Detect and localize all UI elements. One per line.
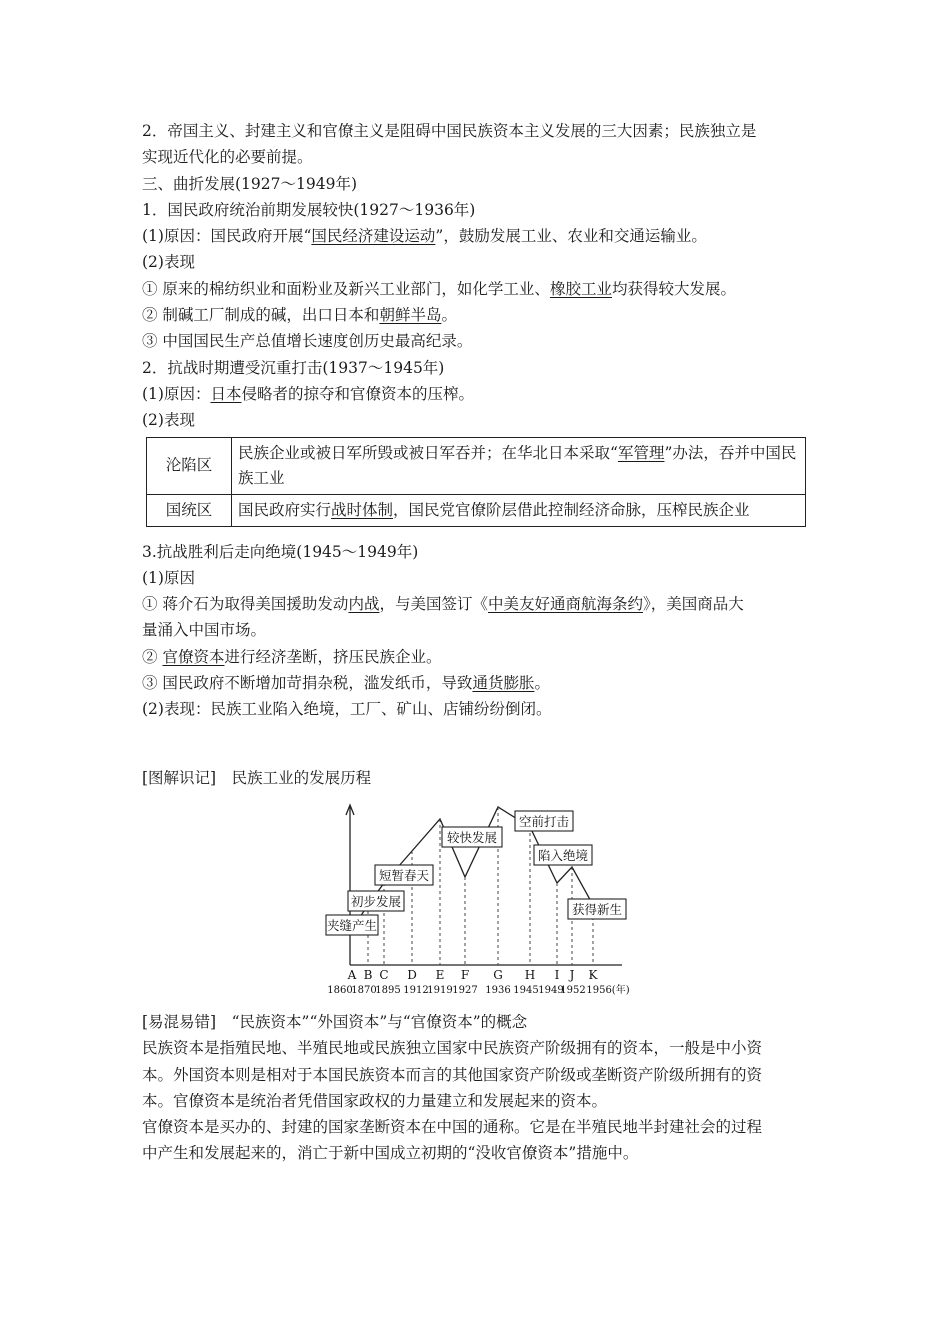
axis-letter: J <box>569 967 575 982</box>
sub3-item3: ③ 国民政府不断增加苛捐杂税，滥发纸币，导致通货膨胀。 <box>142 674 550 693</box>
axis-year: 1952 <box>560 984 586 995</box>
table-cell-kmt: 国民政府实行战时体制，国民党官僚阶层借此控制经济命脉，压榨民族企业 <box>232 494 806 526</box>
axis-year: 1956(年) <box>586 984 630 995</box>
axis-letter: H <box>524 967 536 982</box>
axis-year: 1936 <box>485 984 511 995</box>
axis-letter: C <box>379 967 389 982</box>
sub2-title: 2．抗战时期遭受沉重打击(1937～1945年) <box>142 358 445 377</box>
axis-letter: B <box>363 967 373 982</box>
stage-label: 夹缝产生 <box>326 917 378 933</box>
axis-letter: I <box>554 967 560 982</box>
axis-year: 1949 <box>538 984 564 995</box>
sub1-item2: ② 制碱工厂制成的碱，出口日本和朝鲜半岛。 <box>142 306 457 325</box>
sub1-title: 1．国民政府统治前期发展较快(1927～1936年) <box>142 200 476 219</box>
table-cell-occupied: 民族企业或被日军所毁或被日军吞并；在华北日本采取“军管理”办法，吞并中国民族工业 <box>232 437 806 494</box>
sub1-perf-title: (2)表现 <box>142 253 195 272</box>
axis-year: 1927 <box>452 984 478 995</box>
development-diagram <box>142 795 810 995</box>
confusion-p1-l1: 民族资本是指殖民地、半殖民地或民族独立国家中民族资产阶级拥有的资本，一般是中小资 <box>142 1039 763 1058</box>
axis-letter: A <box>347 967 357 982</box>
sub3-reason-title: (1)原因 <box>142 568 195 587</box>
confusion-p1-l3: 本。官僚资本是统治者凭借国家政权的力量建立和发展起来的资本。 <box>142 1091 608 1110</box>
axis-year: 1870 <box>351 984 377 995</box>
figure-caption: [图解识记] 民族工业的发展历程 <box>142 768 372 787</box>
axis-letter: E <box>435 967 445 982</box>
occupation-table <box>146 437 806 527</box>
axis-year: 1919 <box>427 984 453 995</box>
sub1-item3: ③ 中国国民生产总值增长速度创历史最高纪录。 <box>142 332 473 351</box>
stage-label: 初步发展 <box>350 893 402 909</box>
sub3-item1-line2: 量涌入中国市场。 <box>142 621 267 640</box>
document-page <box>142 118 810 1167</box>
stage-label: 获得新生 <box>571 901 623 917</box>
axis-letter: D <box>407 967 417 982</box>
sub3-perf: (2)表现：民族工业陷入绝境，工厂、矿山、店铺纷纷倒闭。 <box>142 700 552 719</box>
axis-year: 1912 <box>403 984 429 995</box>
confusion-p2-l2: 中产生和发展起来的，消亡于新中国成立初期的“没收官僚资本”措施中。 <box>142 1144 639 1163</box>
development-figure <box>142 795 810 995</box>
sub3-item1: ① 蒋介石为取得美国援助发动内战，与美国签订《中美友好通商航海条约》，美国商品大 <box>142 595 744 614</box>
table-row <box>147 494 806 526</box>
axis-year: 1895 <box>375 984 401 995</box>
sub2-reason: (1)原因：日本侵略者的掠夺和官僚资本的压榨。 <box>142 384 474 403</box>
sub3-item2: ② 官僚资本进行经济垄断，挤压民族企业。 <box>142 647 442 666</box>
point2-line1: 2．帝国主义、封建主义和官僚主义是阻碍中国民族资本主义发展的三大因素；民族独立是 <box>142 122 757 140</box>
axis-year: 1945 <box>513 984 539 995</box>
table-head-kmt: 国统区 <box>147 494 232 526</box>
confusion-p2-l1: 官僚资本是买办的、封建的国家垄断资本在中国的通称。它是在半殖民地半封建社会的过程 <box>142 1118 763 1137</box>
stage-label: 短暂春天 <box>378 867 430 883</box>
sub2-perf-title: (2)表现 <box>142 411 195 430</box>
point2-line2: 实现近代化的必要前提。 <box>142 148 313 167</box>
table-head-occupied: 沦陷区 <box>147 437 232 494</box>
axis-letter: F <box>460 967 470 982</box>
sub1-reason: (1)原因：国民政府开展“国民经济建设运动”，鼓励发展工业、农业和交通运输业。 <box>142 227 707 246</box>
sub3-title: 3.抗战胜利后走向绝境(1945～1949年) <box>142 542 419 561</box>
table-row <box>147 437 806 494</box>
section3-heading: 三、曲折发展(1927～1949年) <box>142 174 357 193</box>
axis-year: 1860 <box>327 984 353 995</box>
confusion-heading: [易混易错] “民族资本”“外国资本”与“官僚资本”的概念 <box>142 1012 528 1031</box>
stage-label: 陷入绝境 <box>537 847 589 863</box>
axis-letter: K <box>588 967 598 982</box>
stage-label: 较快发展 <box>446 829 498 845</box>
stage-label: 空前打击 <box>518 813 570 829</box>
confusion-p1-l2: 本。外国资本则是相对于本国民族资本而言的其他国家资产阶级或垄断资产阶级所拥有的资 <box>142 1065 763 1084</box>
sub1-item1: ① 原来的棉纺织业和面粉业及新兴工业部门，如化学工业、橡胶工业均获得较大发展。 <box>142 279 736 298</box>
axis-letter: G <box>493 967 503 982</box>
